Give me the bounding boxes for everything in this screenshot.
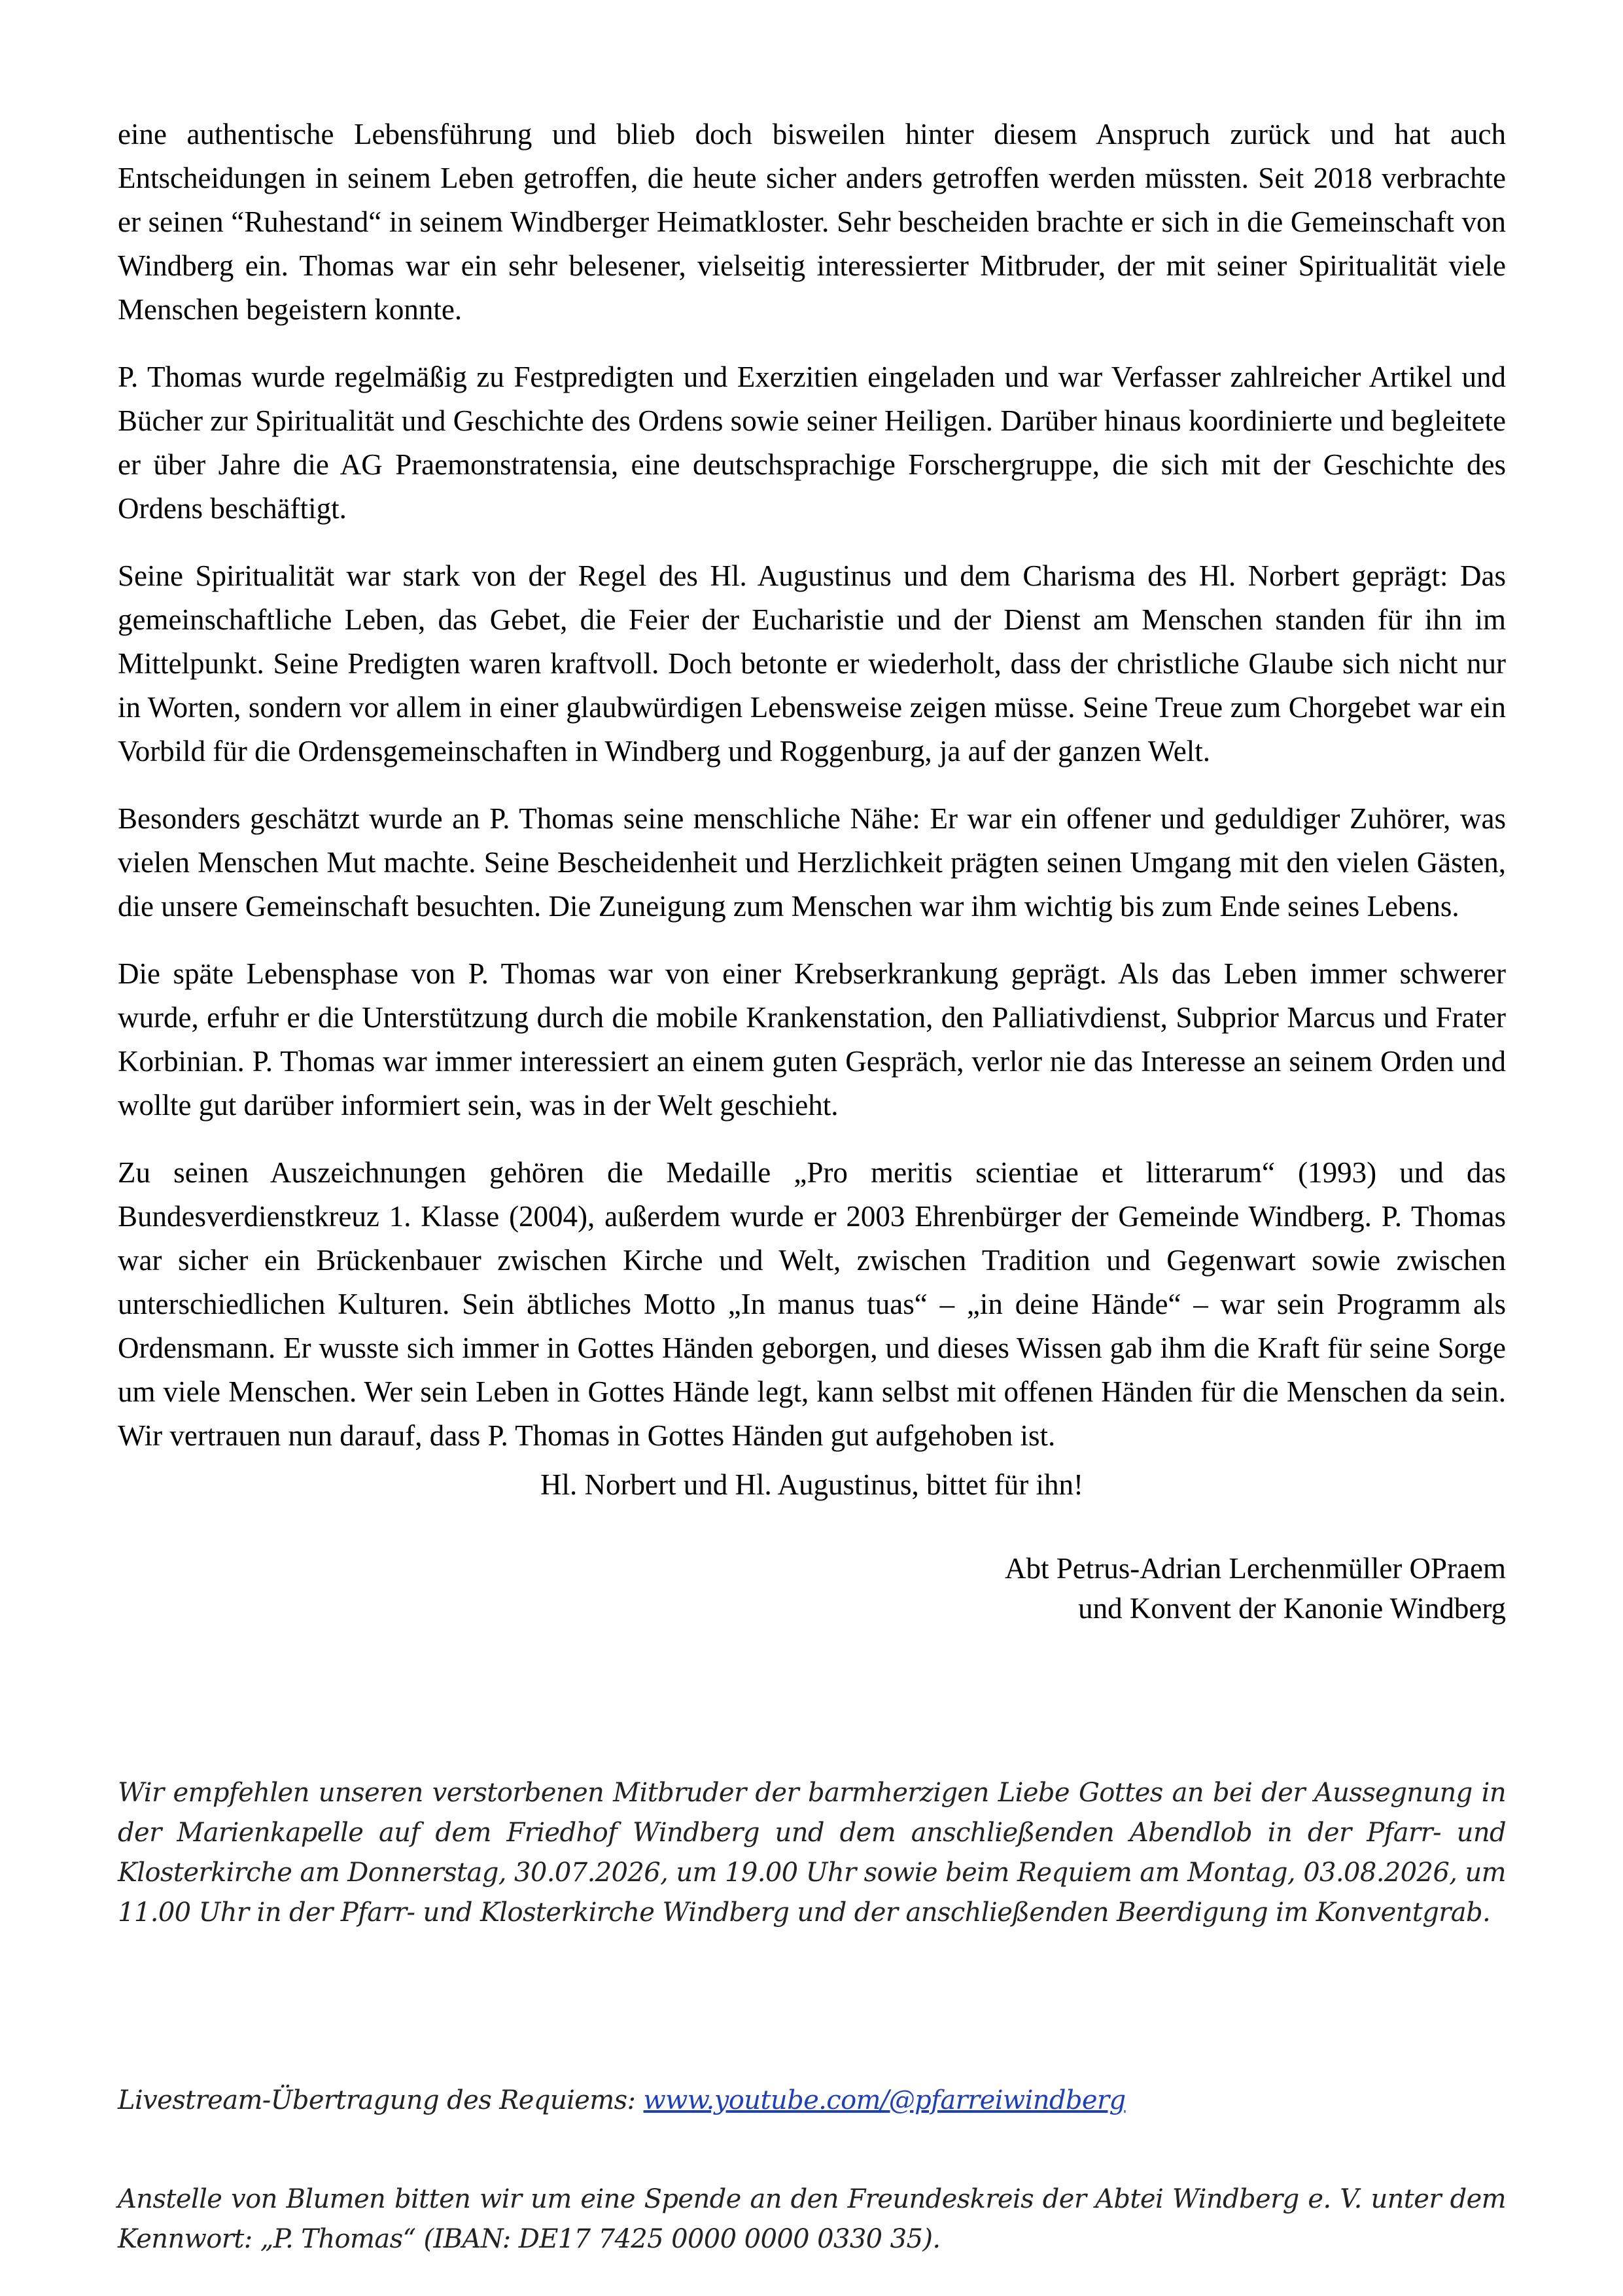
livestream-line — [118, 2081, 1506, 2121]
obituary-body — [118, 113, 1506, 1629]
signature-line-abbot: Abt Petrus-Adrian Lerchenmüller OPraem — [1004, 1552, 1506, 1585]
blessing-line: Hl. Norbert und Hl. Augustinus, bittet für ihn! — [540, 1468, 1083, 1501]
paragraph-closeness: Besonders geschätzt wurde an P. Thomas seine menschliche Nähe: Er war ein offener und geduldiger Zuhörer, was vielen Menschen Mut machte. Seine Bescheidenheit und Herzlichkeit prägten seinen Umgang mit den vielen Gästen, die unsere Gemeinschaft besuchten. Die Zuneigung zum Menschen war ihm wichtig bis zum Ende seines Lebens. — [118, 802, 1506, 923]
paragraph-honors: Zu seinen Auszeichnungen gehören die Medaille „Pro meritis scientiae et litterarum“ (1993) und das Bundesverdienstkreuz 1. Klasse (2004), außerdem wurde er 2003 Ehrenbürger der Gemeinde Windberg. P. Thomas war sicher ein Brückenbauer zwischen Kirche und Welt, zwischen Tradition und Gegenwart sowie zwischen unterschiedlichen Kulturen. Sein äbtliches Motto „In manus tuas“ – „in deine Hände“ – war sein Programm als Ordensmann. Er wusste sich immer in Gottes Händen geborgen, und dieses Wissen gab ihm die Kraft für seine Sorge um viele Menschen. Wer sein Leben in Gottes Hände legt, kann selbst mit offenen Händen für die Menschen da sein. Wir vertrauen nun darauf, dass P. Thomas in Gottes Händen gut aufgehoben ist. — [118, 1156, 1506, 1452]
paragraph-illness: Die späte Lebensphase von P. Thomas war von einer Krebserkrankung geprägt. Als das Leben immer schwerer wurde, erfuhr er die Unterstützung durch die mobile Krankenstation, den Palliativdienst, Subprior Marcus und Frater Korbinian. P. Thomas war immer interessiert an einem guten Gespräch, verlor nie das Interesse an seinem Orden und wollte gut darüber informiert sein, was in der Welt geschieht. — [118, 957, 1506, 1122]
donation-notice: Anstelle von Blumen bitten wir um eine Spende an den Freundeskreis der Abtei Windberg e. V. unter dem Kennwort: „P. Thomas“ (IBAN: DE17 7425 0000 0000 0330 35). — [118, 2184, 1506, 2254]
signature-block — [118, 1549, 1506, 1629]
document-page — [118, 113, 1506, 2254]
signature-line-convent: und Konvent der Kanonie Windberg — [1078, 1592, 1506, 1625]
paragraph-spirituality: Seine Spiritualität war stark von der Regel des Hl. Augustinus und dem Charisma des Hl. Norbert geprägt: Das gemeinschaftliche Leben, das Gebet, die Feier der Eucharistie und der Dienst am Menschen standen für ihn im Mittelpunkt. Seine Predigten waren kraftvoll. Doch betonte er wiederholt, dass der christliche Glaube sich nicht nur in Worten, sondern vor allem in einer glaubwürdigen Lebensweise zeigen müsse. Seine Treue zum Chorgebet war ein Vorbild für die Ordensgemeinschaften in Windberg und Roggenburg, ja auf der ganzen Welt. — [118, 559, 1506, 768]
livestream-link[interactable]: www.youtube.com/@pfarreiwindberg — [643, 2085, 1126, 2115]
paragraph-life: eine authentische Lebensführung und blieb doch bisweilen hinter diesem Anspruch zurück und hat auch Entscheidungen in seinem Leben getroffen, die heute sicher anders getroffen werden müssten. Seit 2018 verbrachte er seinen “Ruhestand“ in seinem Windberger Heimatkloster. Sehr bescheiden brachte er sich in die Gemeinschaft von Windberg ein. Thomas war ein sehr belesener, vielseitig interessierter Mitbruder, der mit seiner Spiritualität viele Menschen begeistern konnte. — [118, 118, 1506, 326]
paragraph-work: P. Thomas wurde regelmäßig zu Festpredigten und Exerzitien eingeladen und war Verfasser zahlreicher Artikel und Bücher zur Spiritualität und Geschichte des Ordens sowie seiner Heiligen. Darüber hinaus koordinierte und begleitete er über Jahre die AG Praemonstratensia, eine deutschsprachige Forschergruppe, die sich mit der Geschichte des Ordens beschäftigt. — [118, 361, 1506, 525]
funeral-notice: Wir empfehlen unseren verstorbenen Mitbruder der barmherzigen Liebe Gottes an bei der Aussegnung in der Marienkapelle auf dem Friedhof Windberg und dem anschließenden Abendlob in der Pfarr- und Klosterkirche am Donnerstag, 30.07.2026, um 19.00 Uhr sowie beim Requiem am Montag, 03.08.2026, um 11.00 Uhr in der Pfarr- und Klosterkirche Windberg und der anschließenden Beerdigung im Konventgrab. — [118, 1778, 1506, 1928]
livestream-label: Livestream-Übertragung des Requiems: — [118, 2085, 636, 2115]
